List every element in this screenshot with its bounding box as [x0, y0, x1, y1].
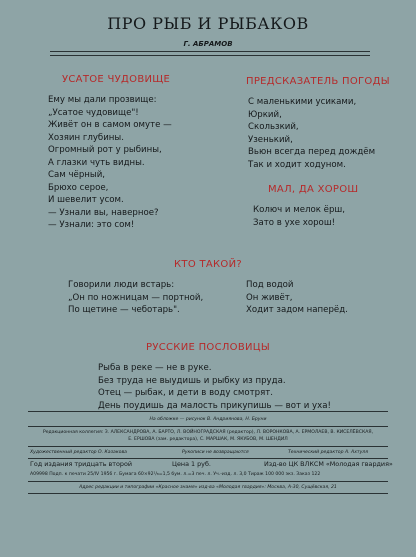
print-data: А09998 Подп. к печати 25/IV 1956 г. Бумага 60×92¹/₈=1,5 бум. л.=3 печ. л. Уч.-изд. л. 3,0 Тираж 100 000 экз. Заказ 122: [30, 472, 321, 477]
publisher: Изд-во ЦК ВЛКСМ «Молодая гвардия»: [264, 460, 393, 468]
poem-line: Вьюн всегда перед дождём: [248, 147, 376, 157]
cover-credit: На обложке — рисунок В. Андриянова, Н. Бруни: [149, 417, 267, 422]
imprint-rule-4: [28, 458, 388, 459]
poem-line: Под водой: [246, 280, 294, 290]
poem-line: „Он по ножницам — портной,: [68, 292, 204, 303]
title-rule: [50, 51, 370, 56]
proverbs-title: РУССКИЕ ПОСЛОВИЦЫ: [146, 342, 270, 353]
poem-line: Живёт он в самом омуте —: [48, 120, 172, 130]
poem-line: Говорили люди встарь:: [68, 280, 175, 290]
proverb-line: Рыба в реке — не в руке.: [98, 363, 212, 373]
poem-predskazatel-text: [248, 96, 375, 171]
editorial-board-line-1: Редакционная коллегия: З. АЛЕКСАНДРОВА, А. БАРТО, Л. ВОЙНОГРАДСКАЯ (редактор), Л. ВОРОНКОВА, А. ЕРМОЛАЕВ, В. КИСЕЛЁВСКАЯ,: [42, 430, 374, 435]
publication-year: Год издания тридцать второй: [30, 460, 133, 468]
imprint-top-rule: [28, 411, 388, 412]
poem-line: Юркий,: [248, 109, 282, 120]
proverbs-text: [98, 362, 331, 412]
poem-line: А глазки чуть видны.: [48, 157, 145, 168]
riddle-title: КТО ТАКОЙ?: [174, 259, 242, 270]
proverb-line: Отец — рыбак, и дети в воду смотрят.: [98, 388, 274, 398]
poem-usatoe-text: [48, 94, 172, 232]
poem-line: Сам чёрный,: [48, 170, 106, 180]
author-name: Г. АБРАМОВ: [183, 40, 233, 48]
poem-line: — Узнали вы, наверное?: [48, 207, 159, 218]
proverb-line: День поудишь да малость прикупишь — вот и уха!: [98, 400, 331, 411]
poem-line: По щетине — чеботарь".: [68, 305, 180, 315]
poem-line: — Узнали: это сом!: [48, 220, 135, 230]
page-title: ПРО РЫБ И РЫБАКОВ: [107, 14, 309, 33]
poem-line: Ходит задом наперёд.: [246, 305, 348, 315]
poem-line: Ему мы дали прозвище:: [48, 95, 157, 105]
poem-line: Колюч и мелок ёрш,: [253, 205, 345, 215]
poem-line: С маленькими усиками,: [248, 97, 357, 107]
poem-line: Узенький,: [248, 134, 293, 145]
tech-editor: Технический редактор А. Ахтуля: [288, 450, 369, 455]
poem-usatoe-title: УСАТОЕ ЧУДОВИЩЕ: [62, 74, 171, 85]
poem-predskazatel-title: ПРЕДСКАЗАТЕЛЬ ПОГОДЫ: [246, 76, 390, 87]
poem-line: Зато в ухе хорош!: [253, 217, 336, 228]
imprint-rule-2: [28, 426, 388, 427]
poem-line: Хозяин глубины.: [48, 132, 124, 143]
imprint-rule-3: [28, 446, 388, 447]
riddle-text-right: [246, 279, 348, 317]
proverb-line: Без труда не выудишь и рыбку из пруда.: [98, 375, 286, 386]
manuscripts-note: Рукописи не возвращаются: [182, 450, 249, 455]
imprint-rule-5: [28, 481, 388, 482]
poem-line: И шевелит усом.: [48, 195, 124, 205]
editorial-board-line-2: Е. ЕРШОВА (зам. редактора), С. МАРШАК, М. ЯКУБОВ, М. ШЕНДИЛ: [128, 437, 288, 442]
riddle-text-left: [68, 279, 203, 317]
poem-line: Скользкий,: [248, 122, 299, 132]
poem-mal-text: [253, 204, 345, 229]
printing-address: Адрес редакции и типографии «Красное знамя» изд-ва «Молодая гвардия»: Москва, А-30, Сущёвская, 21: [79, 485, 337, 490]
poem-line: „Усатое чудовище"!: [48, 107, 139, 118]
poem-line: Он живёт,: [246, 292, 293, 303]
poem-mal-title: МАЛ, ДА ХОРОШ: [268, 184, 359, 195]
price: Цена 1 руб.: [172, 460, 211, 468]
poem-line: Огромный рот у рыбины,: [48, 145, 162, 155]
art-editor: Художественный редактор О. Казакова: [30, 450, 127, 455]
imprint-bottom-rule: [28, 493, 388, 494]
poem-line: Так и ходит ходуном.: [248, 159, 346, 170]
poem-line: Брюхо серое,: [48, 182, 109, 193]
